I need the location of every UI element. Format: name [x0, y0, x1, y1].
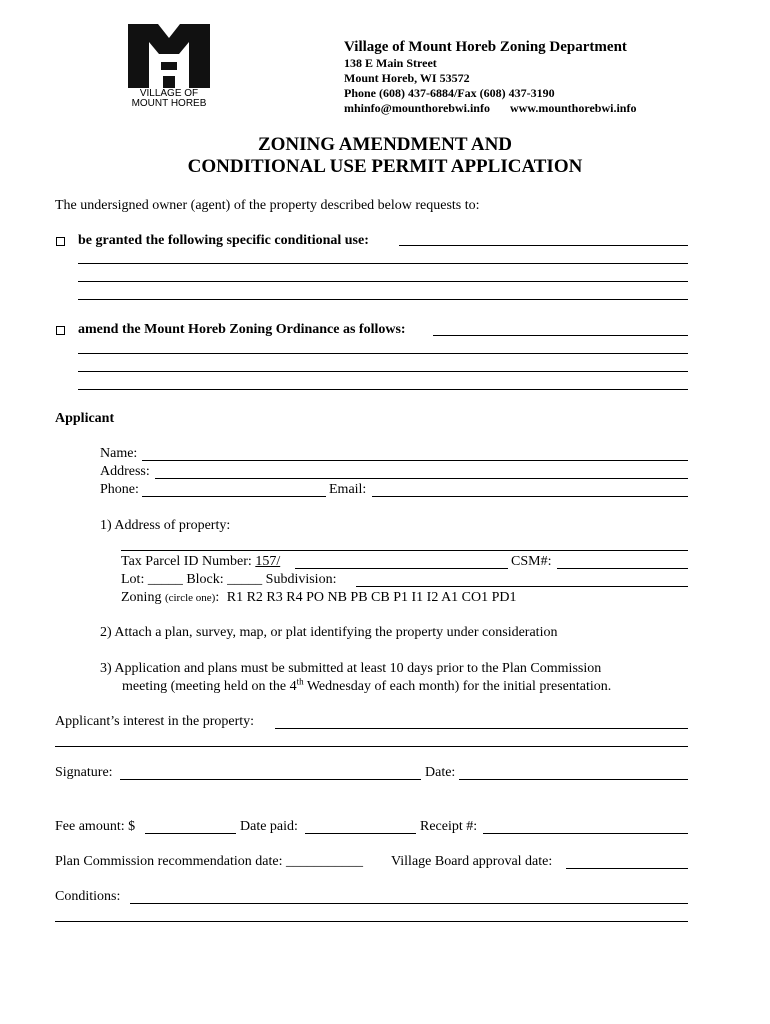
date-paid-field[interactable]	[305, 833, 416, 834]
conditional-use-label: be granted the following specific conditional use:	[78, 233, 369, 248]
zoning-row	[121, 590, 517, 606]
department-email: mhinfo@mounthorebwi.info	[344, 101, 490, 115]
conditions-field-1[interactable]	[130, 903, 688, 904]
applicant-phone-label: Phone:	[100, 482, 139, 497]
village-board-approval-field[interactable]	[566, 868, 688, 869]
form-title-line2: CONDITIONAL USE PERMIT APPLICATION	[187, 156, 583, 177]
logo-mh-mark	[127, 22, 211, 88]
tax-parcel-label-text: Tax Parcel ID Number:	[121, 554, 252, 569]
zoning-label: Zoning	[121, 590, 162, 605]
attach-plan-instruction: 2) Attach a plan, survey, map, or plat identifying the property under consideration	[100, 625, 558, 640]
village-board-approval-label: Village Board approval date:	[391, 854, 553, 869]
department-address-line2: Mount Horeb, WI 53572	[344, 71, 470, 85]
subdivision-field[interactable]	[356, 586, 688, 587]
date-field[interactable]	[459, 779, 688, 780]
ordinal-suffix: th	[296, 676, 304, 687]
department-website: www.mounthorebwi.info	[510, 101, 637, 115]
applicant-address-field[interactable]	[155, 478, 688, 479]
submission-instruction-line1: 3) Application and plans must be submitted at least 10 days prior to the Plan Commission	[100, 661, 602, 676]
tax-parcel-prefix: 157/	[255, 554, 281, 569]
property-address-label: 1) Address of property:	[100, 518, 231, 533]
conditions-label: Conditions:	[55, 889, 121, 904]
logo-text-line1: VILLAGE OF	[139, 88, 199, 99]
date-paid-label: Date paid:	[240, 819, 298, 834]
amend-ordinance-field-4[interactable]	[78, 389, 688, 390]
date-label: Date:	[425, 765, 456, 780]
conditional-use-field-4[interactable]	[78, 299, 688, 300]
applicant-interest-field-2[interactable]	[55, 746, 688, 747]
zoning-note: (circle one)	[164, 592, 216, 604]
conditional-use-field-2[interactable]	[78, 263, 688, 264]
applicant-name-field[interactable]	[142, 460, 688, 461]
applicant-interest-label: Applicant’s interest in the property:	[55, 714, 255, 729]
conditions-field-2[interactable]	[55, 921, 688, 922]
zoning-options[interactable]: R1 R2 R3 R4 PO NB PB CB P1 I1 I2 A1 CO1 PD1	[226, 590, 517, 605]
logo-text-line2: MOUNT HOREB	[131, 98, 207, 109]
lot-block-subdivision-label: Lot: _____ Block: _____ Subdivision:	[121, 572, 337, 587]
amend-ordinance-field-1[interactable]	[433, 335, 688, 336]
department-phone: Phone (608) 437-6884/Fax (608) 437-3190	[344, 86, 555, 100]
department-name: Village of Mount Horeb Zoning Department	[344, 39, 627, 55]
applicant-email-field[interactable]	[372, 496, 688, 497]
submission-instruction-line2b: Wednesday of each month) for the initial presentation.	[303, 679, 612, 694]
csm-label: CSM#:	[511, 554, 552, 569]
conditional-use-field-3[interactable]	[78, 281, 688, 282]
applicant-heading: Applicant	[55, 411, 115, 426]
amend-ordinance-checkbox[interactable]	[56, 326, 65, 335]
amend-ordinance-label: amend the Mount Horeb Zoning Ordinance as follows:	[78, 322, 406, 337]
conditional-use-checkbox[interactable]	[56, 237, 65, 246]
submission-instruction-line2a: meeting (meeting held on the 4	[122, 679, 297, 694]
conditional-use-field-1[interactable]	[399, 245, 688, 246]
form-title-line1: ZONING AMENDMENT AND	[257, 134, 513, 155]
applicant-interest-field-1[interactable]	[275, 728, 688, 729]
receipt-field[interactable]	[483, 833, 688, 834]
applicant-email-label: Email:	[329, 482, 367, 497]
applicant-phone-field[interactable]	[142, 496, 326, 497]
amend-ordinance-field-3[interactable]	[78, 371, 688, 372]
applicant-name-label: Name:	[100, 446, 138, 461]
property-address-field[interactable]	[121, 550, 688, 551]
zoning-colon: :	[215, 590, 220, 605]
csm-field[interactable]	[557, 568, 688, 569]
signature-field[interactable]	[120, 779, 421, 780]
fee-amount-label: Fee amount: $	[55, 819, 136, 834]
submission-instruction-line2	[122, 676, 612, 695]
tax-parcel-label	[121, 554, 280, 570]
receipt-label: Receipt #:	[420, 819, 478, 834]
department-address-line1: 138 E Main Street	[344, 56, 437, 70]
amend-ordinance-field-2[interactable]	[78, 353, 688, 354]
fee-amount-field[interactable]	[145, 833, 236, 834]
village-logo	[127, 22, 211, 112]
applicant-address-label: Address:	[100, 464, 150, 479]
signature-label: Signature:	[55, 765, 113, 780]
tax-parcel-field[interactable]	[295, 568, 508, 569]
plan-commission-date-label: Plan Commission recommendation date: ___________	[55, 854, 363, 869]
intro-text: The undersigned owner (agent) of the property described below requests to:	[55, 198, 480, 213]
